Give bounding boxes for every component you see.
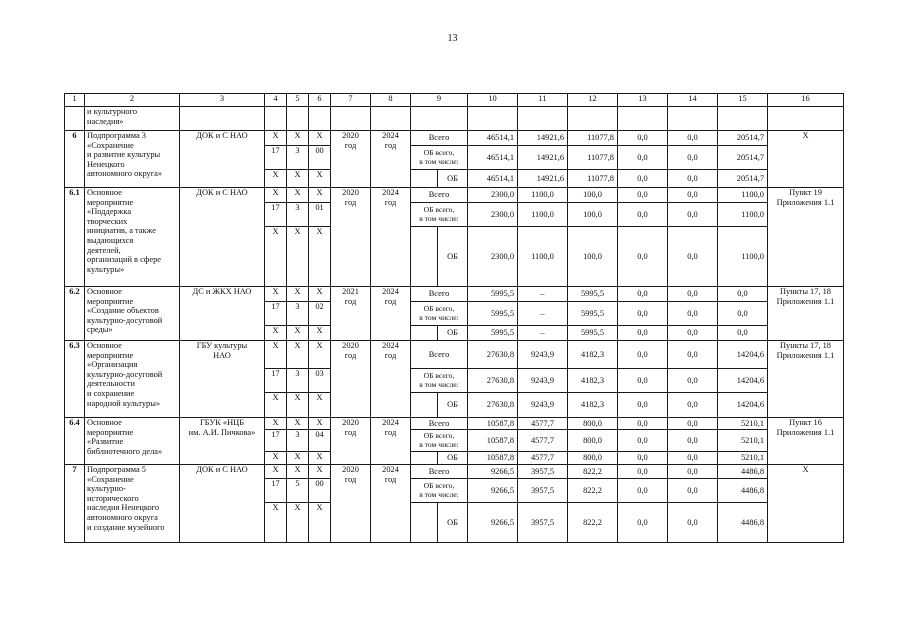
program-name: Основное мероприятие «Создание объектов культурно-досуговой среды»: [85, 287, 180, 341]
executor: ДОК и С НАО: [180, 131, 265, 188]
header-cell: 5: [287, 94, 309, 107]
value-cell: 2300,0: [468, 203, 518, 227]
value-cell: 0,0: [618, 418, 668, 430]
value-cell: 0,0: [618, 302, 668, 326]
program-name: Основное мероприятие «Поддержка творческих инициатив, а также выдающихся деятелей, организаций в сфере культуры»: [85, 188, 180, 287]
value-cell: 1100,0: [518, 227, 568, 287]
header-cell: 1: [65, 94, 85, 107]
header-row: [65, 94, 844, 107]
value-cell: 4577,7: [518, 430, 568, 452]
row-number: 6.1: [65, 188, 85, 287]
executor: ДОК и С НАО: [180, 188, 265, 287]
funding-source: ОБ всего, в том числе:: [411, 369, 468, 393]
value-cell: 20514,7: [718, 170, 768, 188]
value-cell: 3957,5: [518, 465, 568, 479]
value-cell: 1100,0: [718, 188, 768, 203]
code-cell: 5: [287, 479, 309, 503]
header-cell: 9: [411, 94, 468, 107]
funding-source: ОБ всего, в том числе:: [411, 479, 468, 503]
value-cell: 4577,7: [518, 418, 568, 430]
value-cell: 0,0: [668, 131, 718, 146]
value-cell: 0,0: [668, 203, 718, 227]
value-cell: 9243,9: [518, 341, 568, 369]
value-cell: 0,0: [668, 170, 718, 188]
value-cell: 0,0: [618, 503, 668, 543]
note: Х: [768, 465, 844, 543]
code-cell: Х: [265, 393, 287, 418]
end-year: 2024 год: [371, 418, 411, 465]
value-cell: 5995,5: [468, 302, 518, 326]
funding-source: ОБ: [438, 326, 468, 341]
program-name: Основное мероприятие «Развитие библиотечного дела»: [85, 418, 180, 465]
row-number: 6.3: [65, 341, 85, 418]
value-cell: 9266,5: [468, 465, 518, 479]
table-row: [65, 465, 844, 479]
value-cell: 11077,8: [568, 131, 618, 146]
code-cell: 3: [287, 430, 309, 452]
value-cell: 0,0: [668, 418, 718, 430]
value-cell: 4486,8: [718, 465, 768, 479]
code-cell: 00: [309, 146, 331, 170]
value-cell: 0,0: [668, 503, 718, 543]
value-cell: 0,0: [618, 188, 668, 203]
code-cell: 17: [265, 479, 287, 503]
code-cell: Х: [265, 188, 287, 203]
value-cell: 5210,1: [718, 452, 768, 465]
code-cell: Х: [309, 326, 331, 341]
value-cell: 9266,5: [468, 503, 518, 543]
funding-source: ОБ: [438, 503, 468, 543]
code-cell: 3: [287, 146, 309, 170]
code-cell: Х: [287, 418, 309, 430]
funding-source: ОБ: [438, 227, 468, 287]
value-cell: 46514,1: [468, 170, 518, 188]
funding-source: ОБ всего, в том числе:: [411, 302, 468, 326]
code-cell: Х: [287, 503, 309, 543]
value-cell: 0,0: [668, 479, 718, 503]
table-row: [65, 287, 844, 302]
code-cell: 3: [287, 203, 309, 227]
funding-source: ОБ: [438, 170, 468, 188]
end-year: 2024 год: [371, 465, 411, 543]
code-cell: Х: [287, 465, 309, 479]
value-cell: –: [518, 326, 568, 341]
header-cell: 4: [265, 94, 287, 107]
code-cell: Х: [287, 287, 309, 302]
value-cell: 3957,5: [518, 479, 568, 503]
value-cell: 1100,0: [718, 203, 768, 227]
code-cell: Х: [265, 503, 287, 543]
value-cell: 46514,1: [468, 146, 518, 170]
code-cell: Х: [309, 227, 331, 287]
value-cell: 2300,0: [468, 188, 518, 203]
executor: ДОК и С НАО: [180, 465, 265, 543]
table-row: [65, 418, 844, 430]
header-cell: 16: [768, 94, 844, 107]
header-cell: 6: [309, 94, 331, 107]
code-cell: 02: [309, 302, 331, 326]
value-cell: 800,0: [568, 430, 618, 452]
start-year: 2020 год: [331, 131, 371, 188]
value-cell: 0,0: [618, 203, 668, 227]
value-cell: 4486,8: [718, 479, 768, 503]
value-cell: 11077,8: [568, 170, 618, 188]
program-name: и культурного наследия»: [85, 107, 180, 131]
code-cell: Х: [309, 503, 331, 543]
header-cell: 13: [618, 94, 668, 107]
table-row: [65, 188, 844, 203]
code-cell: 3: [287, 302, 309, 326]
funding-source: Всего: [411, 418, 468, 430]
value-cell: 0,0: [618, 479, 668, 503]
code-cell: Х: [309, 393, 331, 418]
header-cell: 7: [331, 94, 371, 107]
row-number: 6.2: [65, 287, 85, 341]
header-cell: 8: [371, 94, 411, 107]
value-cell: –: [518, 287, 568, 302]
end-year: 2024 год: [371, 131, 411, 188]
funding-source: Всего: [411, 188, 468, 203]
executor: ГБУК «НЦБ им. А.И. Пичкова»: [180, 418, 265, 465]
value-cell: 27630,8: [468, 393, 518, 418]
value-cell: 4182,3: [568, 369, 618, 393]
code-cell: Х: [287, 393, 309, 418]
value-cell: 27630,8: [468, 341, 518, 369]
value-cell: 0,0: [668, 326, 718, 341]
code-cell: 00: [309, 479, 331, 503]
value-cell: 14204,6: [718, 341, 768, 369]
value-cell: 822,2: [568, 479, 618, 503]
value-cell: 0,0: [618, 430, 668, 452]
value-cell: 0,0: [618, 146, 668, 170]
program-name: Основное мероприятие «Организация культурно-досуговой деятельности и сохранение народной культуры»: [85, 341, 180, 418]
value-cell: 0,0: [668, 287, 718, 302]
note: Пункт 19 Приложения 1.1: [768, 188, 844, 287]
code-cell: Х: [265, 452, 287, 465]
value-cell: 14921,6: [518, 146, 568, 170]
code-cell: Х: [265, 326, 287, 341]
value-cell: 14921,6: [518, 170, 568, 188]
funding-source: Всего: [411, 465, 468, 479]
code-cell: Х: [265, 227, 287, 287]
value-cell: 46514,1: [468, 131, 518, 146]
note: Пункты 17, 18 Приложения 1.1: [768, 341, 844, 418]
value-cell: 100,0: [568, 203, 618, 227]
value-cell: 0,0: [618, 131, 668, 146]
funding-source: ОБ: [438, 452, 468, 465]
note: Пункты 17, 18 Приложения 1.1: [768, 287, 844, 341]
value-cell: 4182,3: [568, 341, 618, 369]
value-cell: 0,0: [618, 341, 668, 369]
row-number: 7: [65, 465, 85, 543]
value-cell: 5995,5: [568, 287, 618, 302]
value-cell: 100,0: [568, 227, 618, 287]
funding-source: ОБ: [438, 393, 468, 418]
value-cell: 2300,0: [468, 227, 518, 287]
value-cell: 0,0: [668, 452, 718, 465]
code-cell: Х: [309, 452, 331, 465]
table-row: [65, 341, 844, 369]
executor: ГБУ культуры НАО: [180, 341, 265, 418]
value-cell: 10587,8: [468, 452, 518, 465]
funding-source: ОБ всего, в том числе:: [411, 146, 468, 170]
value-cell: 9266,5: [468, 479, 518, 503]
value-cell: 4182,3: [568, 393, 618, 418]
code-cell: 04: [309, 430, 331, 452]
code-cell: Х: [309, 131, 331, 146]
start-year: 2020 год: [331, 188, 371, 287]
value-cell: 5995,5: [468, 287, 518, 302]
value-cell: 4577,7: [518, 452, 568, 465]
value-cell: 0,0: [618, 287, 668, 302]
table-row: [65, 131, 844, 146]
value-cell: 0,0: [718, 287, 768, 302]
value-cell: 0,0: [668, 302, 718, 326]
value-cell: 822,2: [568, 465, 618, 479]
header-cell: 10: [468, 94, 518, 107]
code-cell: 03: [309, 369, 331, 393]
value-cell: 14204,6: [718, 369, 768, 393]
header-cell: 15: [718, 94, 768, 107]
row-number: 6: [65, 131, 85, 188]
value-cell: 9243,9: [518, 369, 568, 393]
value-cell: 27630,8: [468, 369, 518, 393]
value-cell: 1100,0: [518, 188, 568, 203]
start-year: 2020 год: [331, 465, 371, 543]
code-cell: Х: [287, 227, 309, 287]
code-cell: Х: [287, 326, 309, 341]
funding-source: Всего: [411, 287, 468, 302]
value-cell: 0,0: [618, 452, 668, 465]
code-cell: 3: [287, 369, 309, 393]
value-cell: 0,0: [668, 227, 718, 287]
code-cell: Х: [265, 131, 287, 146]
value-cell: 11077,8: [568, 146, 618, 170]
value-cell: 10587,8: [468, 418, 518, 430]
row-number: 6.4: [65, 418, 85, 465]
code-cell: Х: [309, 341, 331, 369]
value-cell: 0,0: [668, 465, 718, 479]
value-cell: 3957,5: [518, 503, 568, 543]
funding-source: Всего: [411, 341, 468, 369]
code-cell: 17: [265, 302, 287, 326]
start-year: 2020 год: [331, 341, 371, 418]
start-year: 2020 год: [331, 418, 371, 465]
value-cell: 14921,6: [518, 131, 568, 146]
end-year: 2024 год: [371, 188, 411, 287]
code-cell: Х: [309, 287, 331, 302]
header-cell: 3: [180, 94, 265, 107]
program-name: Подпрограмма 3 «Сохранение и развитие культуры Ненецкого автономного округа»: [85, 131, 180, 188]
code-cell: Х: [265, 287, 287, 302]
end-year: 2024 год: [371, 341, 411, 418]
value-cell: 10587,8: [468, 430, 518, 452]
code-cell: Х: [265, 465, 287, 479]
continuation-row: [65, 107, 844, 131]
funding-source: ОБ всего, в том числе:: [411, 203, 468, 227]
funding-source: ОБ всего, в том числе:: [411, 430, 468, 452]
code-cell: Х: [287, 131, 309, 146]
end-year: 2024 год: [371, 287, 411, 341]
value-cell: 0,0: [718, 326, 768, 341]
value-cell: 0,0: [668, 188, 718, 203]
funding-source: Всего: [411, 131, 468, 146]
value-cell: 20514,7: [718, 131, 768, 146]
code-cell: Х: [287, 341, 309, 369]
header-cell: 12: [568, 94, 618, 107]
value-cell: 100,0: [568, 188, 618, 203]
value-cell: 0,0: [668, 341, 718, 369]
header-cell: 14: [668, 94, 718, 107]
code-cell: Х: [287, 452, 309, 465]
value-cell: 9243,9: [518, 393, 568, 418]
note: Пункт 16 Приложения 1.1: [768, 418, 844, 465]
value-cell: 0,0: [618, 326, 668, 341]
value-cell: 0,0: [668, 146, 718, 170]
code-cell: 17: [265, 203, 287, 227]
value-cell: 5995,5: [568, 326, 618, 341]
value-cell: 4486,8: [718, 503, 768, 543]
value-cell: 0,0: [668, 430, 718, 452]
value-cell: 0,0: [668, 393, 718, 418]
program-table: [64, 93, 844, 543]
value-cell: 5995,5: [568, 302, 618, 326]
code-cell: Х: [309, 418, 331, 430]
value-cell: 822,2: [568, 503, 618, 543]
value-cell: 1100,0: [518, 203, 568, 227]
code-cell: Х: [287, 188, 309, 203]
value-cell: 0,0: [668, 369, 718, 393]
code-cell: 17: [265, 430, 287, 452]
note: Х: [768, 131, 844, 188]
code-cell: Х: [309, 465, 331, 479]
code-cell: 17: [265, 369, 287, 393]
value-cell: 0,0: [618, 369, 668, 393]
value-cell: 14204,6: [718, 393, 768, 418]
code-cell: Х: [309, 170, 331, 188]
header-cell: 2: [85, 94, 180, 107]
program-name: Подпрограмма 5 «Сохранение культурно- исторического наследия Ненецкого автономного округа и создание музейного: [85, 465, 180, 543]
code-cell: 01: [309, 203, 331, 227]
value-cell: 5995,5: [468, 326, 518, 341]
value-cell: 20514,7: [718, 146, 768, 170]
code-cell: Х: [287, 170, 309, 188]
value-cell: 0,0: [618, 465, 668, 479]
executor: ДС и ЖКХ НАО: [180, 287, 265, 341]
value-cell: 800,0: [568, 452, 618, 465]
code-cell: Х: [265, 418, 287, 430]
value-cell: 1100,0: [718, 227, 768, 287]
value-cell: 0,0: [618, 393, 668, 418]
value-cell: –: [518, 302, 568, 326]
code-cell: 17: [265, 146, 287, 170]
header-cell: 11: [518, 94, 568, 107]
value-cell: 0,0: [718, 302, 768, 326]
value-cell: 0,0: [618, 227, 668, 287]
code-cell: Х: [265, 170, 287, 188]
code-cell: Х: [309, 188, 331, 203]
code-cell: Х: [265, 341, 287, 369]
page-number: 13: [447, 33, 458, 44]
value-cell: 5210,1: [718, 430, 768, 452]
start-year: 2021 год: [331, 287, 371, 341]
value-cell: 0,0: [618, 170, 668, 188]
value-cell: 800,0: [568, 418, 618, 430]
value-cell: 5210,1: [718, 418, 768, 430]
